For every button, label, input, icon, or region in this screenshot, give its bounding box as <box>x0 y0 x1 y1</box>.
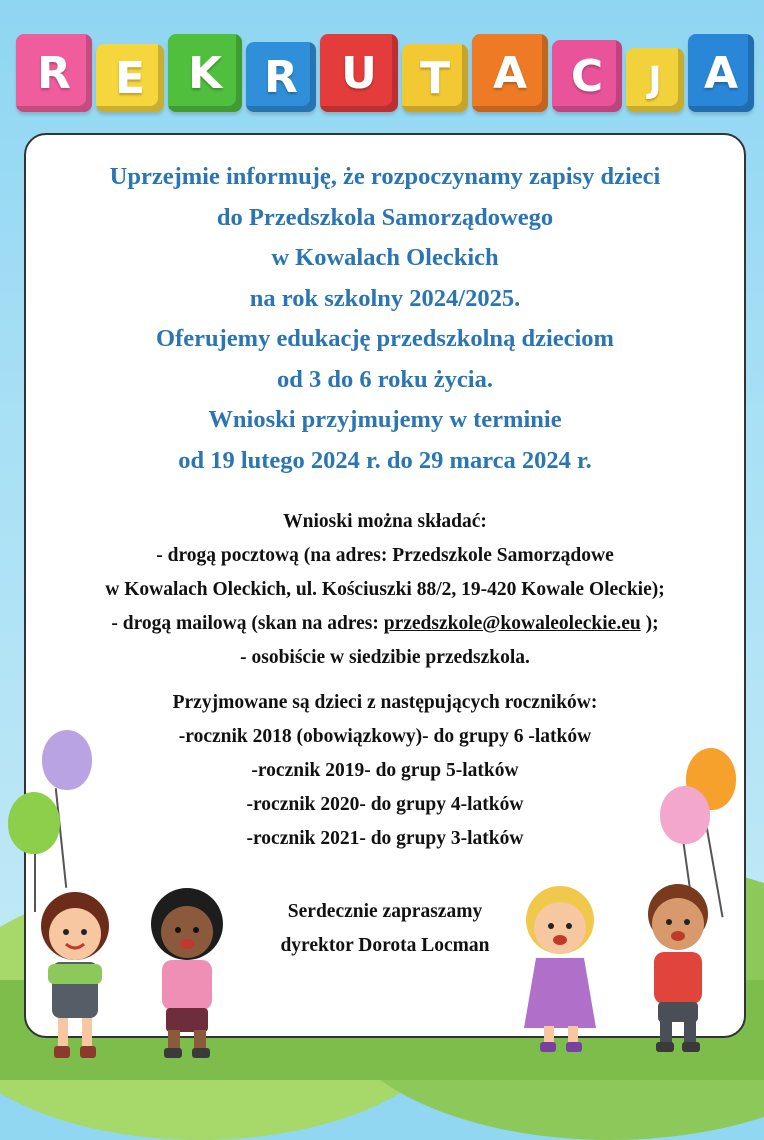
balloon-icon <box>8 792 60 854</box>
girl-blonde-illustration <box>500 878 620 1058</box>
headline-line: Oferujemy edukację przedszkolną dzieciom <box>156 325 614 352</box>
headline-line: Wnioski przyjmujemy w terminie <box>208 406 562 433</box>
year-item: -rocznik 2020- do grupy 4-latków <box>246 794 524 815</box>
letter-block: E <box>96 44 164 112</box>
headline <box>26 157 744 481</box>
years-heading: Przyjmowane są dzieci z następujących roczników: <box>172 692 598 713</box>
email-link[interactable]: przedszkole@kowaleoleckie.eu <box>383 613 641 634</box>
closing-greeting: Serdecznie zapraszamy <box>287 901 483 922</box>
girl-curly-hair-illustration <box>132 884 242 1064</box>
letter-block: A <box>472 34 548 112</box>
headline-line: na rok szkolny 2024/2025. <box>249 284 521 312</box>
letter-block: R <box>246 42 316 112</box>
letter-block: A <box>688 34 754 112</box>
letter-block: C <box>552 40 622 112</box>
year-item: -rocznik 2019- do grup 5-latków <box>251 760 519 781</box>
title-blocks <box>16 34 756 118</box>
balloon-icon <box>42 730 92 790</box>
headline-line: od 3 do 6 roku życia. <box>277 365 493 393</box>
director-signature: dyrektor Dorota Locman <box>280 935 490 956</box>
letter-block: J <box>626 48 684 112</box>
year-item: -rocznik 2018 (obowiązkowy)- do grupy 6 -latków <box>178 726 592 747</box>
submission-section <box>26 505 744 675</box>
submission-email-line: - drogą mailową (skan na adres: przedszkole@kowaleoleckie.eu ); <box>111 613 659 634</box>
submission-heading: Wnioski można składać: <box>283 511 487 532</box>
girl-with-pigtails-illustration <box>20 884 130 1064</box>
letter-block: T <box>402 44 468 112</box>
submission-post: - drogą pocztową (na adres: Przedszkole Samorządowe <box>156 545 614 566</box>
letter-block: K <box>168 34 242 112</box>
headline-line: w Kowalach Oleckich <box>271 244 499 271</box>
headline-line: Uprzejmie informuję, że rozpoczynamy zapisy dzieci <box>109 163 661 190</box>
letter-block: R <box>16 34 92 112</box>
headline-line: od 19 lutego 2024 r. do 29 marca 2024 r. <box>178 446 592 474</box>
submission-in-person: - osobiście w siedzibie przedszkola. <box>240 647 530 668</box>
year-item: -rocznik 2021- do grupy 3-latków <box>246 828 524 849</box>
boy-illustration <box>620 878 740 1060</box>
submission-address: w Kowalach Oleckich, ul. Kościuszki 88/2, 19-420 Kowale Oleckie); <box>105 579 665 600</box>
years-section <box>26 686 744 856</box>
letter-block: U <box>320 34 398 112</box>
balloon-icon <box>660 786 710 844</box>
headline-line: do Przedszkola Samorządowego <box>216 203 554 231</box>
